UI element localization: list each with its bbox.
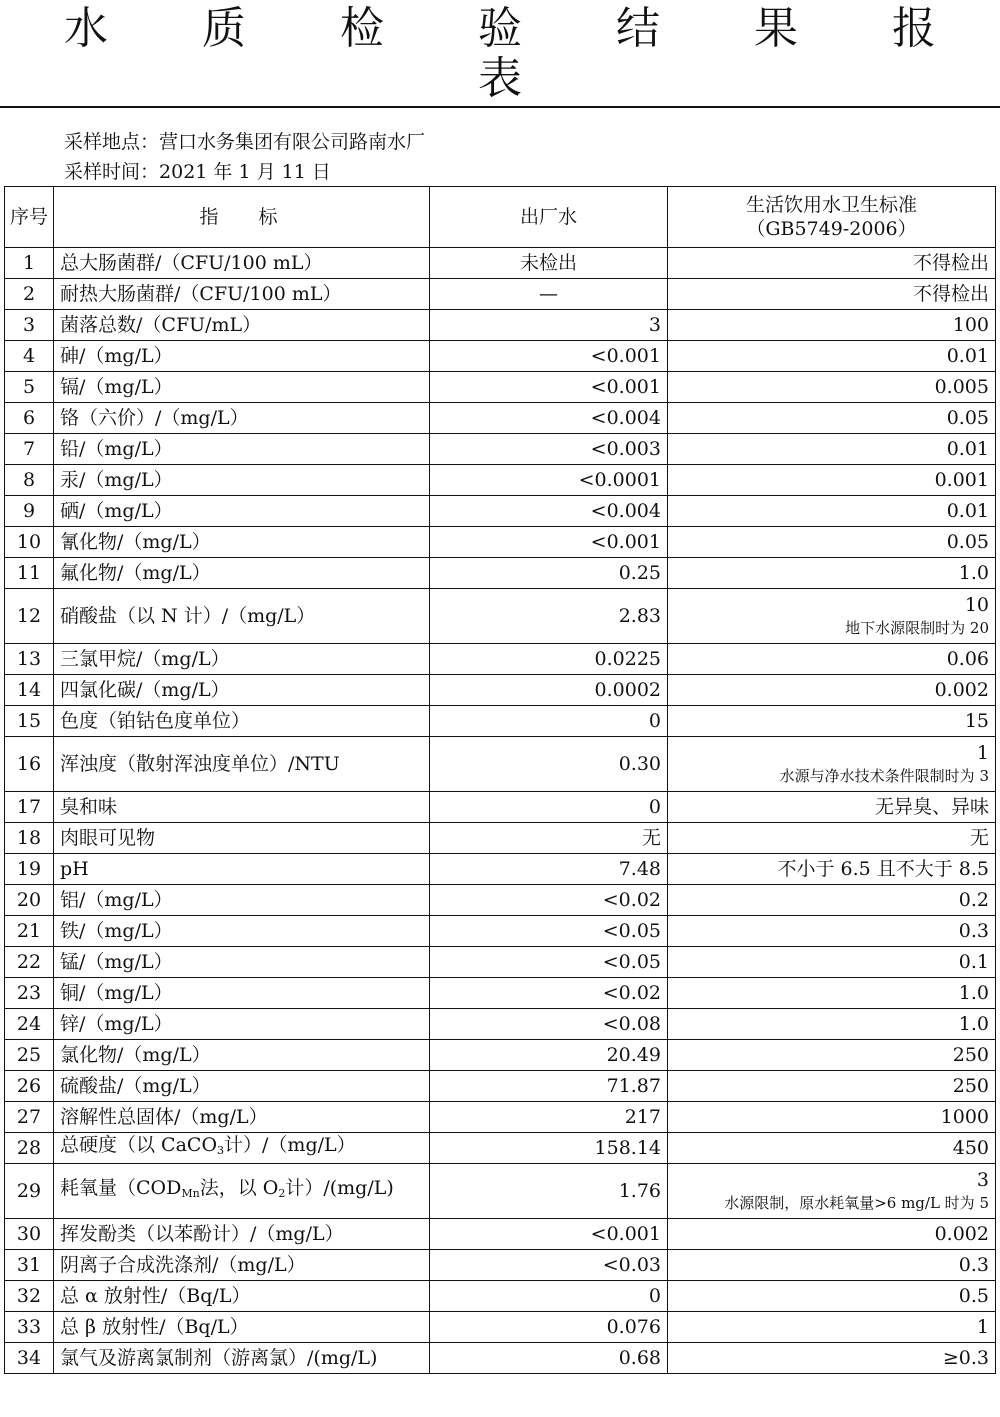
row-standard: 0.5: [668, 1281, 996, 1312]
table-row: [5, 1312, 996, 1343]
row-no: 11: [5, 558, 54, 589]
row-value: 0.076: [430, 1312, 668, 1343]
table-row: [5, 885, 996, 916]
row-value: 0: [430, 1281, 668, 1312]
table-row: [5, 706, 996, 737]
table-body: [5, 248, 996, 1374]
row-indicator: 色度（铂钴色度单位）: [54, 706, 430, 737]
row-value: <0.001: [430, 372, 668, 403]
table-row: [5, 434, 996, 465]
row-standard: 0.06: [668, 644, 996, 675]
row-value: 未检出: [430, 248, 668, 279]
row-no: 28: [5, 1133, 54, 1164]
row-value: 1.76: [430, 1164, 668, 1219]
row-indicator: 氯气及游离氯制剂（游离氯）/(mg/L): [54, 1343, 430, 1374]
row-no: 10: [5, 527, 54, 558]
row-value: 0: [430, 792, 668, 823]
row-no: 21: [5, 916, 54, 947]
header-standard: [668, 187, 996, 248]
row-value: <0.08: [430, 1009, 668, 1040]
row-value: <0.05: [430, 947, 668, 978]
sampling-time-label: 采样时间：: [64, 161, 160, 183]
report-title-wrap: [0, 0, 1000, 108]
row-value: <0.001: [430, 1219, 668, 1250]
row-indicator: 总大肠菌群/（CFU/100 mL）: [54, 248, 430, 279]
row-indicator: 氯化物/（mg/L）: [54, 1040, 430, 1071]
row-value: 71.87: [430, 1071, 668, 1102]
row-value: 0.0002: [430, 675, 668, 706]
table-row: [5, 372, 996, 403]
row-indicator: 锌/（mg/L）: [54, 1009, 430, 1040]
row-standard-note: 地下水源限制时为 20: [845, 619, 989, 637]
table-row: [5, 792, 996, 823]
row-standard: 1.0: [668, 1009, 996, 1040]
row-indicator: 阴离子合成洗涤剂/（mg/L）: [54, 1250, 430, 1281]
row-value: <0.004: [430, 496, 668, 527]
row-value: <0.0001: [430, 465, 668, 496]
row-no: 34: [5, 1343, 54, 1374]
table-row: [5, 1040, 996, 1071]
row-indicator: 三氯甲烷/（mg/L）: [54, 644, 430, 675]
row-no: 13: [5, 644, 54, 675]
row-standard: 0.01: [668, 434, 996, 465]
row-indicator: 硒/（mg/L）: [54, 496, 430, 527]
row-indicator: 镉/（mg/L）: [54, 372, 430, 403]
header-no: 序号: [5, 187, 54, 248]
row-no: 8: [5, 465, 54, 496]
row-standard: 无异臭、异味: [668, 792, 996, 823]
row-indicator: 铜/（mg/L）: [54, 978, 430, 1009]
table-row: [5, 1009, 996, 1040]
table-row: [5, 1071, 996, 1102]
table-row: [5, 737, 996, 792]
sampling-time-value: 2021 年 1 月 11 日: [159, 161, 331, 183]
row-no: 25: [5, 1040, 54, 1071]
sampling-location: [64, 127, 425, 154]
table-row: [5, 1164, 996, 1219]
row-standard: 1.0: [668, 558, 996, 589]
sampling-time: [64, 157, 331, 184]
sampling-location-label: 采样地点：: [64, 131, 160, 153]
row-indicator: 铝/（mg/L）: [54, 885, 430, 916]
results-table: [4, 186, 996, 1374]
row-value: 0.0225: [430, 644, 668, 675]
row-indicator: 溶解性总固体/（mg/L）: [54, 1102, 430, 1133]
row-standard-note: 水源限制，原水耗氧量>6 mg/L 时为 5: [724, 1194, 989, 1212]
row-value: 0.68: [430, 1343, 668, 1374]
header-standard-name: 生活饮用水卫生标准: [745, 194, 917, 216]
row-no: 26: [5, 1071, 54, 1102]
row-indicator: 总硬度（以 CaCO$_3$计）/（mg/L）: [54, 1133, 430, 1164]
table-row: [5, 310, 996, 341]
row-no: 9: [5, 496, 54, 527]
row-indicator: 铬（六价）/（mg/L）: [54, 403, 430, 434]
row-indicator: 锰/（mg/L）: [54, 947, 430, 978]
row-value: 0.25: [430, 558, 668, 589]
row-standard-limit: 1: [976, 742, 989, 764]
row-no: 31: [5, 1250, 54, 1281]
header-indicator: 指标: [54, 187, 430, 248]
table-row: [5, 248, 996, 279]
row-no: 5: [5, 372, 54, 403]
table-row: [5, 823, 996, 854]
row-indicator: 硫酸盐/（mg/L）: [54, 1071, 430, 1102]
row-indicator: 总 β 放射性/（Bq/L）: [54, 1312, 430, 1343]
row-standard: 不得检出: [668, 279, 996, 310]
row-standard-note: 水源与净水技术条件限制时为 3: [779, 767, 989, 785]
table-row: [5, 496, 996, 527]
row-indicator: 氰化物/（mg/L）: [54, 527, 430, 558]
row-indicator: 砷/（mg/L）: [54, 341, 430, 372]
table-row: [5, 527, 996, 558]
report-title: 水 质 检 验 结 果 报 表: [0, 0, 1000, 108]
row-indicator: 耐热大肠菌群/（CFU/100 mL）: [54, 279, 430, 310]
row-standard: 0.01: [668, 341, 996, 372]
row-standard: 无: [668, 823, 996, 854]
row-no: 20: [5, 885, 54, 916]
row-value: 7.48: [430, 854, 668, 885]
table-row: [5, 1219, 996, 1250]
row-standard-limit: 3: [976, 1169, 989, 1191]
row-standard: 0.05: [668, 527, 996, 558]
row-value: 158.14: [430, 1133, 668, 1164]
row-standard: 1: [668, 1312, 996, 1343]
row-value: 0.30: [430, 737, 668, 792]
row-no: 24: [5, 1009, 54, 1040]
table-row: [5, 916, 996, 947]
row-standard: ≥0.3: [668, 1343, 996, 1374]
row-no: 6: [5, 403, 54, 434]
row-no: 32: [5, 1281, 54, 1312]
table-row: [5, 1343, 996, 1374]
row-standard: 0.002: [668, 1219, 996, 1250]
table-row: [5, 403, 996, 434]
table-row: [5, 279, 996, 310]
table-row: [5, 341, 996, 372]
row-no: 1: [5, 248, 54, 279]
row-standard: 450: [668, 1133, 996, 1164]
row-standard: 0.3: [668, 916, 996, 947]
row-indicator: 四氯化碳/（mg/L）: [54, 675, 430, 706]
table-row: [5, 1133, 996, 1164]
row-no: 7: [5, 434, 54, 465]
table-header-row: [5, 187, 996, 248]
row-indicator: 硝酸盐（以 N 计）/（mg/L）: [54, 589, 430, 644]
row-indicator: 耗氧量（$COD_{Mn}$法，以 $O_2$计）/(mg/L): [54, 1164, 430, 1219]
row-standard: 250: [668, 1040, 996, 1071]
row-standard: [668, 1164, 996, 1219]
row-standard: 0.3: [668, 1250, 996, 1281]
row-value: 3: [430, 310, 668, 341]
row-standard: 0.002: [668, 675, 996, 706]
row-no: 12: [5, 589, 54, 644]
row-indicator: 汞/（mg/L）: [54, 465, 430, 496]
row-standard: 0.001: [668, 465, 996, 496]
table-row: [5, 558, 996, 589]
row-value: 217: [430, 1102, 668, 1133]
row-value: <0.02: [430, 885, 668, 916]
row-standard: 1000: [668, 1102, 996, 1133]
table-row: [5, 589, 996, 644]
row-no: 33: [5, 1312, 54, 1343]
row-standard: 100: [668, 310, 996, 341]
header-value: 出厂水: [430, 187, 668, 248]
row-indicator: 肉眼可见物: [54, 823, 430, 854]
row-indicator: 浑浊度（散射浑浊度单位）/NTU: [54, 737, 430, 792]
table-row: [5, 947, 996, 978]
row-standard: 不得检出: [668, 248, 996, 279]
row-value: 20.49: [430, 1040, 668, 1071]
row-value: <0.02: [430, 978, 668, 1009]
row-standard: 0.2: [668, 885, 996, 916]
row-no: 14: [5, 675, 54, 706]
row-indicator: 铁/（mg/L）: [54, 916, 430, 947]
row-value: 0: [430, 706, 668, 737]
table-row: [5, 465, 996, 496]
row-no: 2: [5, 279, 54, 310]
row-no: 18: [5, 823, 54, 854]
row-no: 17: [5, 792, 54, 823]
row-no: 30: [5, 1219, 54, 1250]
table-row: [5, 644, 996, 675]
row-value: <0.001: [430, 341, 668, 372]
table-row: [5, 675, 996, 706]
row-no: 3: [5, 310, 54, 341]
row-indicator: 挥发酚类（以苯酚计）/（mg/L）: [54, 1219, 430, 1250]
row-no: 19: [5, 854, 54, 885]
row-value: <0.004: [430, 403, 668, 434]
row-standard-limit: 10: [964, 594, 989, 616]
row-standard: 0.005: [668, 372, 996, 403]
sampling-location-value: 营口水务集团有限公司路南水厂: [159, 131, 426, 153]
row-value: <0.03: [430, 1250, 668, 1281]
row-standard: 15: [668, 706, 996, 737]
row-standard: [668, 589, 996, 644]
table-row: [5, 1250, 996, 1281]
row-no: 23: [5, 978, 54, 1009]
row-value: <0.001: [430, 527, 668, 558]
row-value: <0.05: [430, 916, 668, 947]
row-standard: 250: [668, 1071, 996, 1102]
row-value: 2.83: [430, 589, 668, 644]
row-indicator: 氟化物/（mg/L）: [54, 558, 430, 589]
row-indicator: 铅/（mg/L）: [54, 434, 430, 465]
row-indicator: 菌落总数/（CFU/mL）: [54, 310, 430, 341]
table-row: [5, 978, 996, 1009]
row-no: 22: [5, 947, 54, 978]
row-no: 29: [5, 1164, 54, 1219]
row-standard: 不小于 6.5 且不大于 8.5: [668, 854, 996, 885]
row-standard: 1.0: [668, 978, 996, 1009]
header-standard-code: （GB5749-2006）: [746, 218, 917, 240]
row-no: 4: [5, 341, 54, 372]
row-no: 16: [5, 737, 54, 792]
row-value: —: [430, 279, 668, 310]
row-no: 27: [5, 1102, 54, 1133]
row-no: 15: [5, 706, 54, 737]
table-row: [5, 1281, 996, 1312]
row-standard: 0.05: [668, 403, 996, 434]
row-value: 无: [430, 823, 668, 854]
row-indicator: 总 α 放射性/（Bq/L）: [54, 1281, 430, 1312]
row-indicator: pH: [54, 854, 430, 885]
row-standard: 0.1: [668, 947, 996, 978]
row-standard: [668, 737, 996, 792]
row-standard: 0.01: [668, 496, 996, 527]
table-row: [5, 1102, 996, 1133]
row-indicator: 臭和味: [54, 792, 430, 823]
row-value: <0.003: [430, 434, 668, 465]
table-row: [5, 854, 996, 885]
